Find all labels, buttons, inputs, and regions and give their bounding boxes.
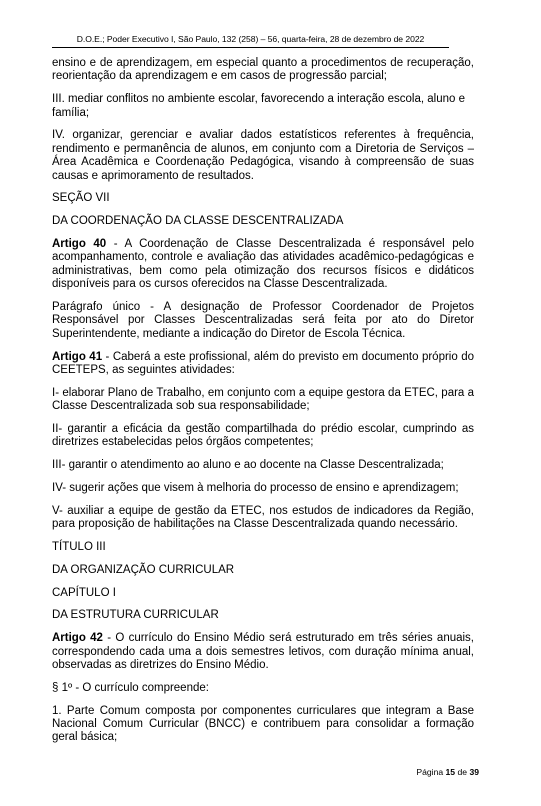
article-label: Artigo 40 [52, 238, 107, 251]
page-footer [416, 767, 479, 777]
page-label: Página [416, 767, 444, 777]
article-paragraph: Artigo 41 - Caberá a este profissional, além do previsto em documento próprio do CEETEPS, as seguintes atividades: [52, 350, 474, 377]
article-label: Artigo 42 [52, 632, 103, 645]
list-item: V- auxiliar a equipe de gestão da ETEC, nos estudos de indicadores da Região, para proposição de habilitações na Classe Descentralizada quando necessário. [52, 504, 474, 531]
article-paragraph: Artigo 42 - O currículo do Ensino Médio será estruturado em três séries anuais, correspondendo cada uma a dois semestres letivos, com duração mínima anual, observadas as diretrizes do Ensino Médio. [52, 632, 474, 672]
paragraph: IV. organizar, gerenciar e avaliar dados estatísticos referentes à frequência, rendimento e permanência de alunos, em conjunto com a Diretoria de Serviços – Área Acadêmica e Coordenação Pedagógica, visando à compreensão de suas causas e aprimoramento de resultados. [52, 129, 474, 182]
list-item: I- elaborar Plano de Trabalho, em conjunto com a equipe gestora da ETEC, para a Classe Descentralizada sob sua responsabilidade; [52, 386, 474, 413]
section-heading: SEÇÃO VII [52, 192, 110, 205]
page-total: 39 [469, 767, 479, 777]
list-item: III- garantir o atendimento ao aluno e ao docente na Classe Descentralizada; [52, 459, 444, 472]
title-heading: DA ORGANIZAÇÃO CURRICULAR [52, 563, 235, 576]
paragraph: § 1º - O currículo compreende: [52, 681, 209, 694]
list-item: II- garantir a eficácia da gestão compartilhada do prédio escolar, cumprindo as diretrizes estabelecidas pelos órgãos competentes; [52, 423, 474, 449]
header-rule [52, 47, 449, 48]
paragraph: ensino e de aprendizagem, em especial quanto a procedimentos de recuperação, reorientação da aprendizagem e em casos de progressão parcial; [52, 57, 474, 83]
page-of-label: de [457, 767, 468, 777]
article-label: Artigo 41 [52, 350, 103, 363]
page-header: D.O.E.; Poder Executivo I, São Paulo, 132 (258) – 56, quarta-feira, 28 de dezembro de 2022 [76, 34, 425, 44]
list-item: IV- sugerir ações que visem à melhoria do processo de ensino e aprendizagem; [52, 482, 459, 495]
title-heading: TÍTULO III [52, 541, 106, 554]
chapter-heading: CAPÍTULO I [52, 586, 116, 599]
chapter-heading: DA ESTRUTURA CURRICULAR [52, 609, 219, 622]
list-item: 1. Parte Comum composta por componentes curriculares que integram a Base Nacional Comum Curricular (BNCC) e contribuem para consolidar a formação geral básica; [52, 704, 474, 744]
page-number: 15 [445, 767, 456, 777]
document-body [52, 57, 474, 754]
paragraph: Parágrafo único - A designação de Professor Coordenador de Projetos Responsável por Classes Descentralizadas será feita por ato do Diretor Superintendente, mediante a indicação do Diretor de Escola Técnica. [52, 301, 474, 340]
paragraph: III. mediar conflitos no ambiente escolar, favorecendo a interação escola, aluno e família; [52, 93, 465, 119]
section-heading: DA COORDENAÇÃO DA CLASSE DESCENTRALIZADA [52, 215, 344, 228]
article-paragraph: Artigo 40 - A Coordenação de Classe Descentralizada é responsável pelo acompanhamento, controle e avaliação das atividades acadêmico-pedagógicas e administrativas, bem como pela otimização dos recursos físicos e didáticos disponíveis para os cursos oferecidos na Classe Descentralizada. [52, 238, 474, 291]
